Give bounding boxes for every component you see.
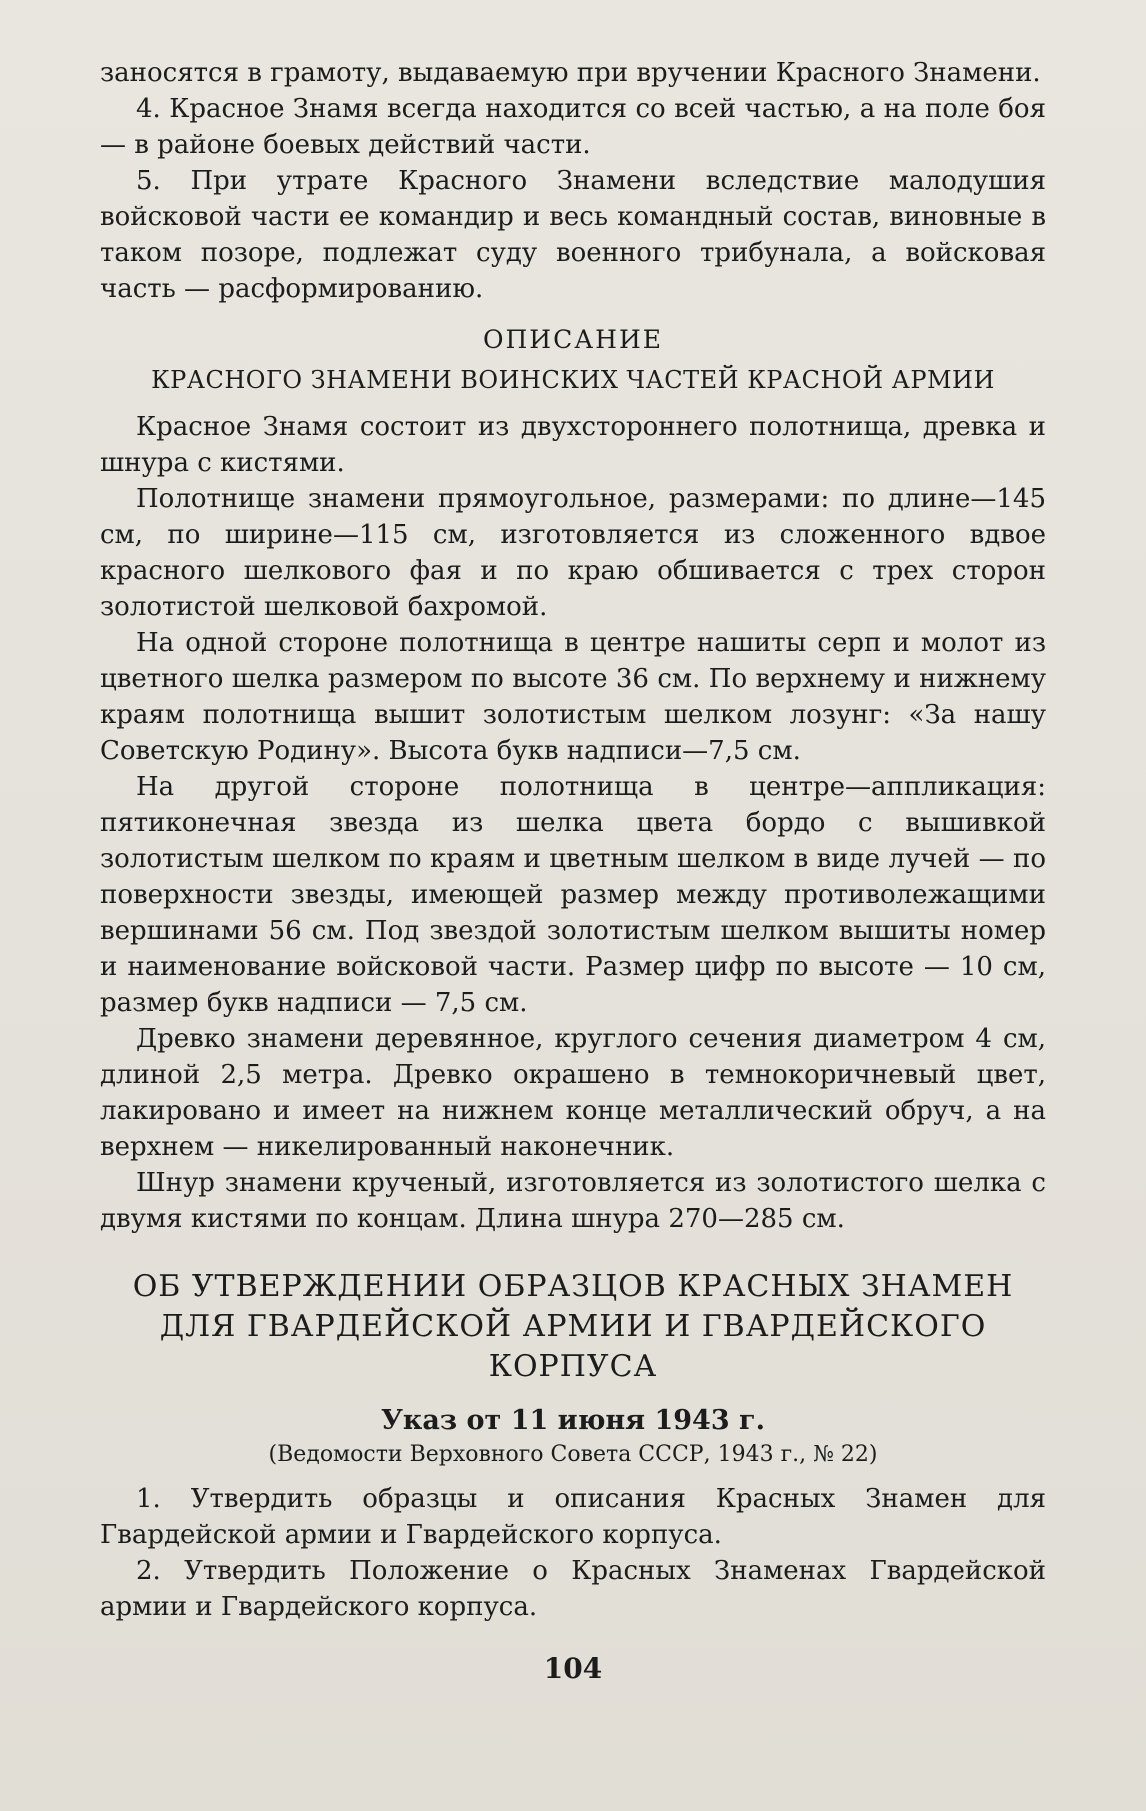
guards-paragraph: 1. Утвердить образцы и описания Красных Знамен для Гвардейской армии и Гвардейского корпуса.	[100, 1484, 1046, 1550]
decree-line: Указ от 11 июня 1943 г.	[381, 1405, 765, 1436]
paragraph-item-4: 4. Красное Знамя всегда находится со всей частью, а на поле боя — в районе боевых действий части.	[100, 94, 1046, 160]
description-subheading: КРАСНОГО ЗНАМЕНИ ВОИНСКИХ ЧАСТЕЙ КРАСНОЙ АРМИИ	[151, 366, 995, 394]
description-paragraph: Древко знамени деревянное, круглого сечения диаметром 4 см, длиной 2,5 метра. Древко окрашено в темнокоричневый цвет, лакировано и имеет на нижнем конце металлический обруч, а на верхнем — никелированный наконечник.	[100, 1024, 1046, 1162]
page-number: 104	[543, 1652, 603, 1685]
description-paragraph: Полотнище знамени прямоугольное, размерами: по длине—145 см, по ширине—115 см, изготовляется из сложенного вдвое красного шелкового фая и по краю обшивается с трех сторон золотистой шелковой бахромой.	[100, 484, 1046, 622]
decree-source: (Ведомости Верховного Совета СССР, 1943 г., № 22)	[268, 1442, 878, 1467]
description-paragraph: На одной стороне полотнища в центре нашиты серп и молот из цветного шелка размером по высоте 36 см. По верхнему и нижнему краям полотнища вышит золотистым шелком лозунг: «За нашу Советскую Родину». Высота букв надписи—7,5 см.	[100, 628, 1046, 766]
description-paragraph: Шнур знамени крученый, изготовляется из золотистого шелка с двумя кистями по концам. Длина шнура 270—285 см.	[100, 1168, 1046, 1234]
paragraph-continuation: заносятся в грамоту, выдаваемую при вручении Красного Знамени.	[100, 58, 1041, 88]
guards-section-title: ОБ УТВЕРЖДЕНИИ ОБРАЗЦОВ КРАСНЫХ ЗНАМЕН ДЛЯ ГВАРДЕЙСКОЙ АРМИИ И ГВАРДЕЙСКОГО КОРПУСА	[132, 1269, 1014, 1384]
description-heading: ОПИСАНИЕ	[482, 325, 663, 354]
guards-paragraph: 2. Утвердить Положение о Красных Знаменах Гвардейской армии и Гвардейского корпуса.	[100, 1556, 1046, 1622]
paragraph-item-5: 5. При утрате Красного Знамени вследствие малодушия войсковой части ее командир и весь командный состав, виновные в таком позоре, подлежат суду военного трибунала, а войсковая часть — расформированию.	[100, 166, 1046, 304]
description-paragraph: Красное Знамя состоит из двухстороннего полотнища, древка и шнура с кистями.	[100, 412, 1046, 478]
description-paragraph: На другой стороне полотнища в центре—аппликация: пятиконечная звезда из шелка цвета бордо с вышивкой золотистым шелком по краям и цветным шелком в виде лучей — по поверхности звезды, имеющей размер между противолежащими вершинами 56 см. Под звездой золотистым шелком вышиты номер и наименование войсковой части. Размер цифр по высоте — 10 см, размер букв надписи — 7,5 см.	[100, 772, 1046, 1018]
